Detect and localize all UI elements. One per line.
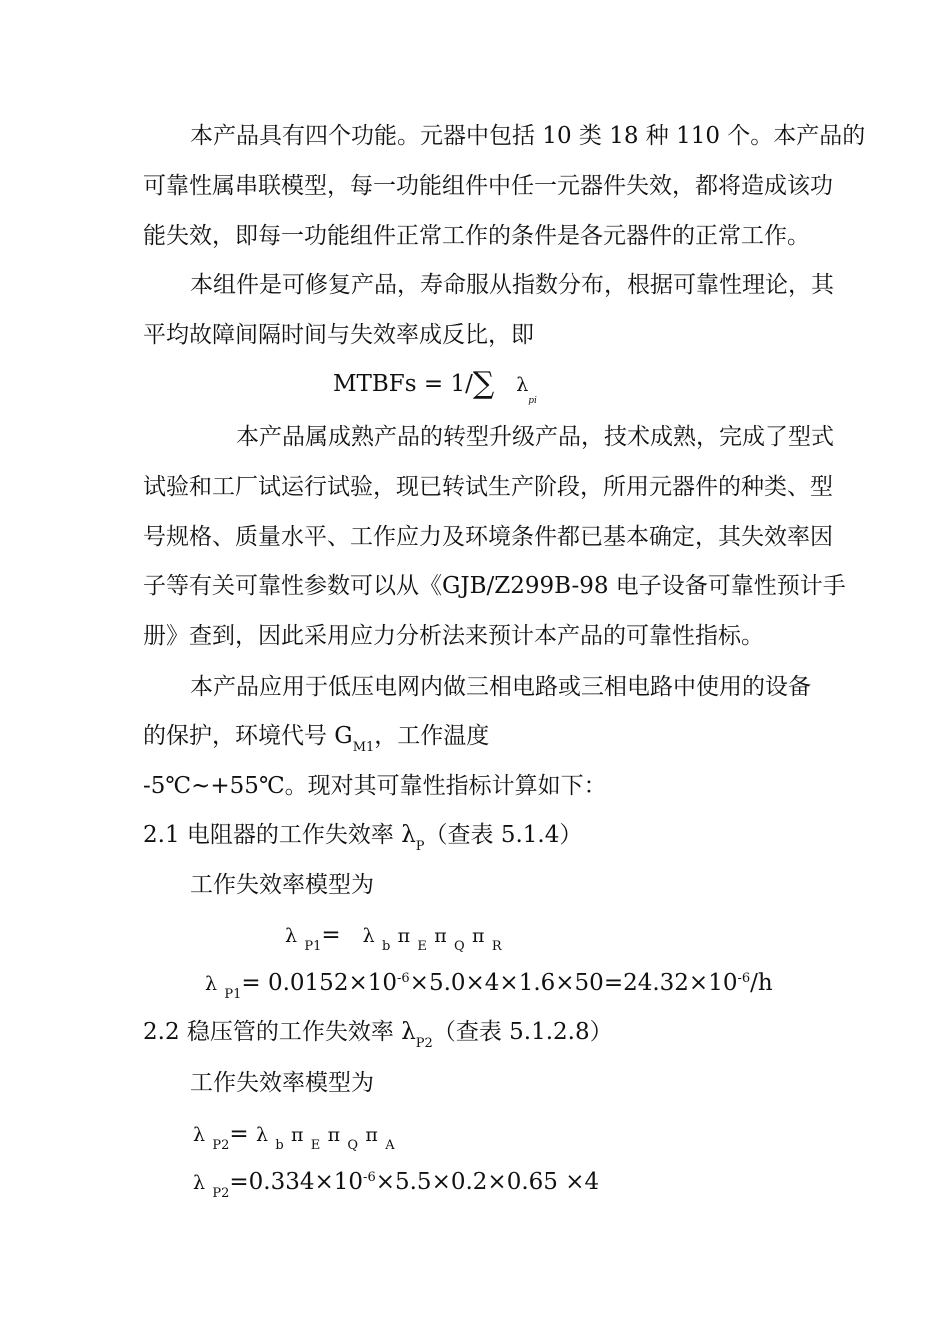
section-2-1-heading bbox=[143, 820, 582, 854]
paragraph-4-line-2 bbox=[143, 721, 489, 755]
lambda-symbol: λ bbox=[516, 374, 529, 396]
mtbf-formula-lhs: MTBFs = 1/ bbox=[333, 371, 473, 397]
paragraph-2-line-1: 本组件是可修复产品，寿命服从指数分布，根据可靠性理论，其 bbox=[190, 272, 834, 298]
paragraph-4-line-2-text: 的保护，环境代号 G bbox=[143, 723, 353, 749]
formula-subscript: E bbox=[417, 939, 427, 954]
lambda-subscript: pi bbox=[528, 396, 537, 406]
formula-subscript: P2 bbox=[212, 1186, 230, 1201]
formula-subscript: Q bbox=[347, 1138, 359, 1153]
paragraph-3-line-1: 本产品属成熟产品的转型升级产品，技术成熟，完成了型式 bbox=[236, 424, 834, 450]
equals-sign: = bbox=[229, 1121, 256, 1147]
calc-part-2: ×5.5×0.2×0.65 ×4 bbox=[375, 1169, 600, 1195]
equals-sign: = bbox=[321, 922, 348, 948]
section-2-1-calculation bbox=[205, 968, 773, 1002]
paragraph-1-line-1: 本产品具有四个功能。元器中包括 10 类 18 种 110 个。本产品的 bbox=[190, 123, 866, 149]
formula-subscript: b bbox=[275, 1138, 284, 1153]
exponent: -6 bbox=[363, 1170, 376, 1185]
section-2-2-heading-text: 2.2 稳压管的工作失效率 λ bbox=[143, 1019, 416, 1045]
paragraph-1-line-2: 可靠性属串联模型，每一功能组件中任一元器件失效，都将造成该功 bbox=[143, 173, 833, 199]
lambda-symbol: λ bbox=[255, 1124, 269, 1146]
formula-subscript: b bbox=[381, 939, 391, 954]
calc-part-1: =0.334×10 bbox=[229, 1169, 364, 1195]
paragraph-3-line-3: 号规格、质量水平、工作应力及环境条件都已基本确定，其失效率因 bbox=[143, 524, 833, 550]
calc-unit: /h bbox=[750, 970, 773, 996]
paragraph-4-line-1: 本产品应用于低压电网内做三相电路或三相电路中使用的设备 bbox=[190, 674, 811, 700]
section-2-2-heading-tail: （查表 5.1.2.8） bbox=[432, 1019, 613, 1045]
paragraph-3-line-2: 试验和工厂试运行试验，现已转试生产阶段，所用元器件的种类、型 bbox=[143, 474, 833, 500]
lambda-symbol: λ bbox=[285, 925, 298, 947]
paragraph-2-line-2: 平均故障间隔时间与失效率成反比，即 bbox=[143, 322, 534, 348]
pi-symbol: π bbox=[472, 925, 485, 947]
lambda-symbol: λ bbox=[362, 925, 375, 947]
section-2-2-calculation bbox=[193, 1167, 599, 1201]
calc-part-1: = 0.0152×10 bbox=[241, 970, 397, 996]
paragraph-4-line-3: -5℃~+55℃。现对其可靠性指标计算如下： bbox=[143, 773, 607, 799]
formula-subscript: P1 bbox=[304, 939, 322, 954]
formula-subscript: Q bbox=[454, 939, 465, 954]
pi-symbol: π bbox=[327, 1124, 341, 1146]
environment-code-subscript: M1 bbox=[352, 740, 375, 755]
paragraph-1-line-3: 能失效，即每一功能组件正常工作的条件是各元器件的正常工作。 bbox=[143, 223, 810, 249]
pi-symbol: π bbox=[397, 925, 411, 947]
lambda-symbol: λ bbox=[205, 973, 218, 995]
section-2-1-model-label: 工作失效率模型为 bbox=[190, 872, 374, 898]
exponent: -6 bbox=[397, 971, 410, 986]
sigma-symbol: ∑ bbox=[472, 366, 495, 401]
formula-subscript: P2 bbox=[212, 1138, 230, 1153]
paragraph-4-line-2-tail: ，工作温度 bbox=[374, 723, 490, 749]
formula-subscript: P1 bbox=[224, 987, 242, 1002]
pi-symbol: π bbox=[365, 1124, 378, 1146]
calc-part-2: ×5.0×4×1.6×50=24.32×10 bbox=[409, 970, 738, 996]
lambda-symbol: λ bbox=[193, 1172, 206, 1194]
mtbf-formula bbox=[333, 367, 537, 404]
pi-symbol: π bbox=[290, 1124, 304, 1146]
formula-subscript: R bbox=[491, 939, 502, 954]
section-2-2-heading-subscript: P2 bbox=[415, 1036, 433, 1051]
section-2-1-model-formula bbox=[285, 920, 502, 954]
paragraph-3-line-4: 子等有关可靠性参数可以从《GJB/Z299B-98 电子设备可靠性预计手 bbox=[143, 573, 846, 599]
formula-subscript: E bbox=[310, 1138, 321, 1153]
section-2-1-heading-text: 2.1 电阻器的工作失效率 λ bbox=[143, 822, 416, 848]
section-2-1-heading-subscript: P bbox=[415, 839, 425, 854]
paragraph-3-line-5: 册》查到，因此采用应力分析法来预计本产品的可靠性指标。 bbox=[143, 623, 764, 649]
lambda-symbol: λ bbox=[193, 1124, 206, 1146]
exponent: -6 bbox=[737, 971, 751, 986]
section-2-2-heading bbox=[143, 1017, 613, 1051]
formula-subscript: A bbox=[385, 1138, 395, 1153]
section-2-2-model-formula bbox=[193, 1119, 395, 1153]
pi-symbol: π bbox=[434, 925, 447, 947]
section-2-1-heading-tail: （查表 5.1.4） bbox=[424, 822, 583, 848]
section-2-2-model-label: 工作失效率模型为 bbox=[190, 1070, 374, 1096]
